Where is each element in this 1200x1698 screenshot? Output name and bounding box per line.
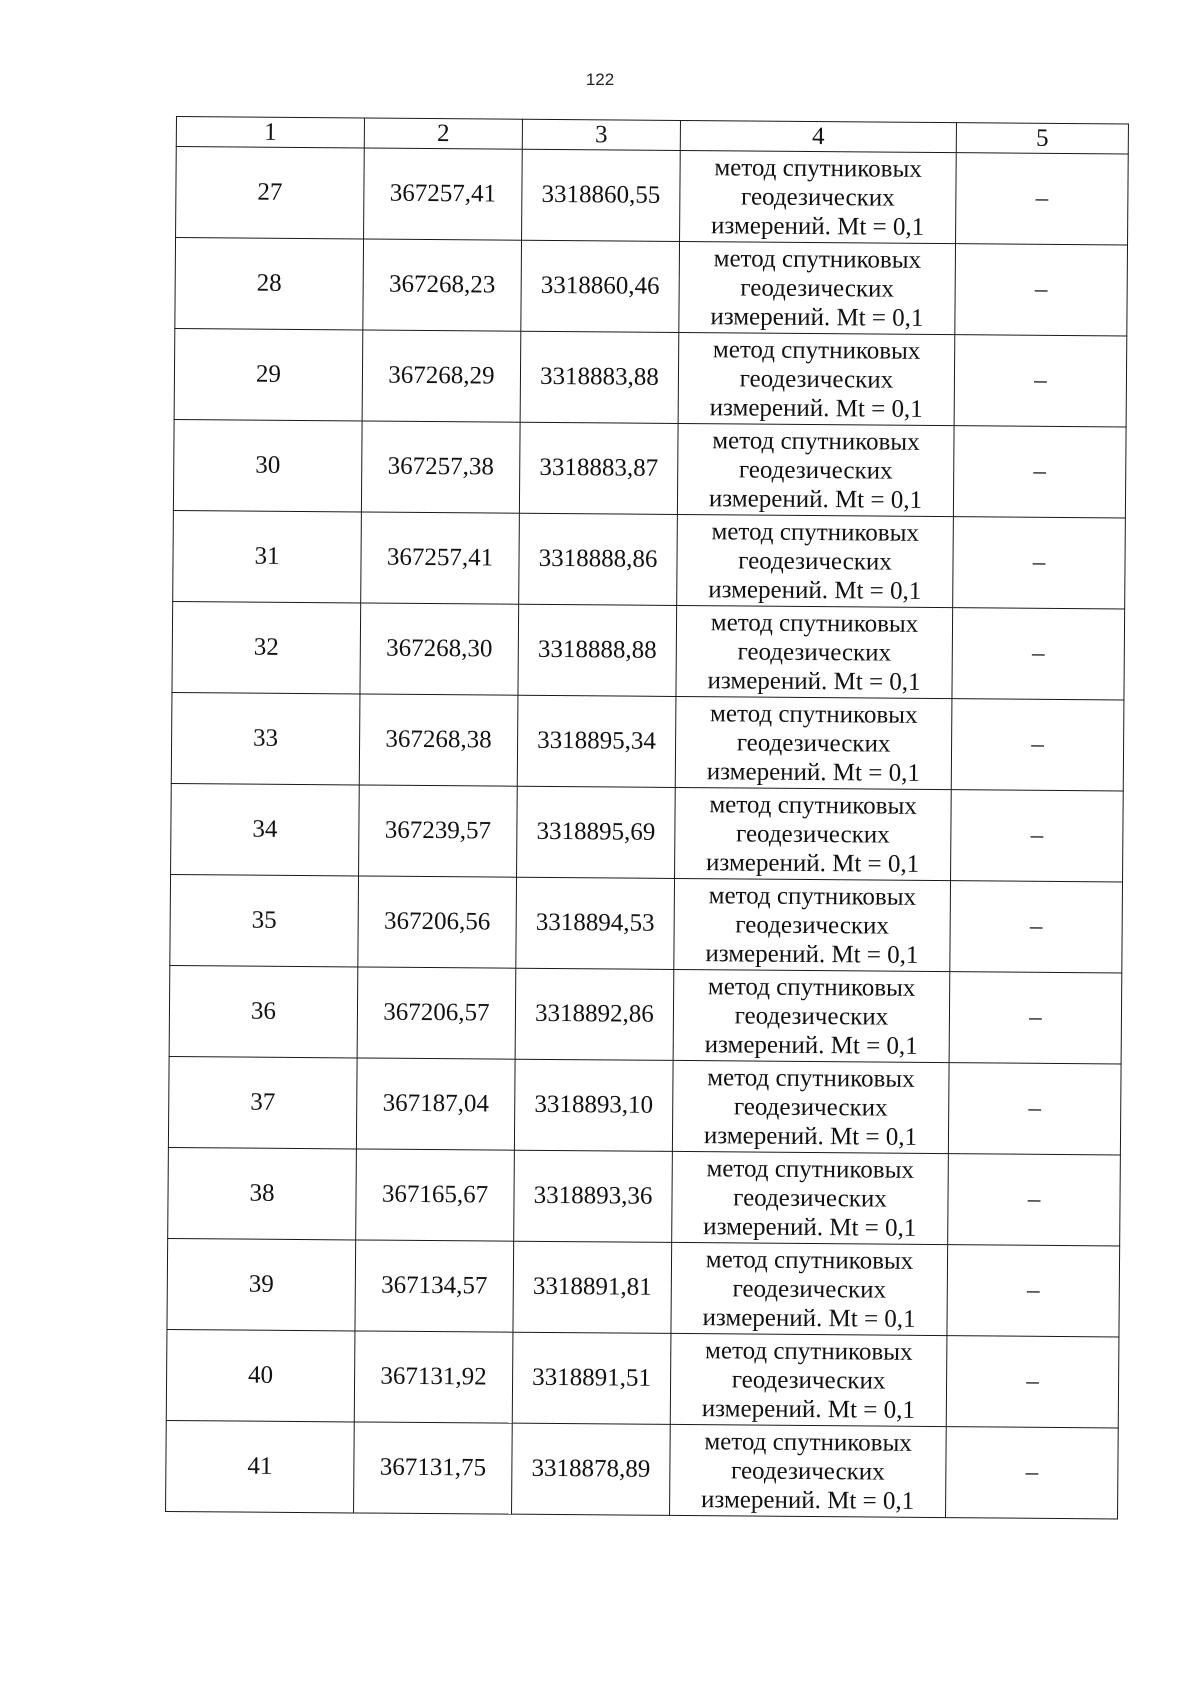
point-number-cell: 35 <box>170 874 359 966</box>
header-col-4: 4 <box>680 120 956 152</box>
note-cell: – <box>951 699 1124 791</box>
coordinate-x-cell: 367268,38 <box>359 694 518 786</box>
method-line: измерений. Mt = 0,1 <box>702 1303 916 1333</box>
method-line: измерений. Mt = 0,1 <box>708 575 922 605</box>
coordinate-y-cell: 3318883,88 <box>520 331 679 423</box>
method-cell <box>679 241 956 334</box>
table-row <box>172 601 1125 699</box>
method-line: метод спутниковых <box>705 1245 914 1275</box>
point-number-cell: 41 <box>166 1420 355 1512</box>
method-line: геодезических <box>737 637 892 667</box>
coordinate-y-cell: 3318895,34 <box>517 695 676 787</box>
coordinate-x-cell: 367268,23 <box>363 239 522 331</box>
method-line: метод спутниковых <box>710 608 919 638</box>
method-line: геодезических <box>739 364 894 394</box>
note-cell: – <box>951 790 1124 882</box>
method-line: измерений. Mt = 0,1 <box>703 1121 918 1151</box>
method-line: геодезических <box>738 546 892 576</box>
coordinate-y-cell: 3318888,88 <box>518 604 677 696</box>
method-line: геодезических <box>734 1001 889 1031</box>
point-number-cell: 36 <box>169 965 358 1057</box>
method-line: метод спутниковых <box>713 244 922 274</box>
method-line: геодезических <box>735 819 890 849</box>
method-line: геодезических <box>738 455 893 485</box>
coordinate-x-cell: 367268,29 <box>362 330 521 422</box>
coordinate-x-cell: 367239,57 <box>359 785 518 877</box>
method-cell <box>673 969 950 1062</box>
method-cell <box>678 332 955 425</box>
coordinate-y-cell: 3318892,86 <box>515 968 674 1060</box>
method-line: метод спутниковых <box>708 881 917 911</box>
method-line: измерений. Mt = 0,1 <box>705 939 919 969</box>
note-cell: – <box>949 972 1122 1064</box>
method-cell <box>675 787 952 880</box>
method-line: измерений. Mt = 0,1 <box>706 848 920 878</box>
table-row <box>173 510 1126 608</box>
method-line: измерений. Mt = 0,1 <box>701 1485 915 1515</box>
method-line: метод спутниковых <box>707 1063 915 1093</box>
method-line: метод спутниковых <box>706 1154 915 1184</box>
method-line: измерений. Mt = 0,1 <box>701 1394 915 1424</box>
method-line: геодезических <box>732 1274 887 1304</box>
method-cell <box>671 1242 948 1335</box>
method-cell <box>680 150 957 243</box>
method-line: измерений. Mt = 0,1 <box>709 393 923 423</box>
table-row <box>168 1056 1121 1154</box>
coordinate-y-cell: 3318883,87 <box>519 422 678 514</box>
coordinates-table <box>165 116 1129 1519</box>
point-number-cell: 32 <box>172 601 361 693</box>
coordinate-x-cell: 367131,75 <box>354 1422 513 1514</box>
note-cell: – <box>946 1427 1119 1519</box>
table-row <box>176 147 1129 245</box>
coordinate-y-cell: 3318893,36 <box>514 1150 673 1242</box>
page-number: 122 <box>585 70 615 89</box>
method-line: измерений. Mt = 0,1 <box>710 302 924 332</box>
point-number-cell: 38 <box>168 1147 357 1239</box>
method-line: метод спутниковых <box>711 517 920 547</box>
header-col-3: 3 <box>522 119 680 150</box>
method-cell <box>675 696 952 789</box>
method-line: измерений. Mt = 0,1 <box>711 211 925 241</box>
method-cell <box>670 1333 947 1426</box>
coordinate-y-cell: 3318860,46 <box>521 240 680 332</box>
point-number-cell: 29 <box>174 328 363 420</box>
table-row <box>171 783 1124 881</box>
point-number-cell: 33 <box>171 692 360 784</box>
coordinate-x-cell: 367257,38 <box>361 421 520 513</box>
table-body <box>166 147 1129 1519</box>
coordinate-x-cell: 367257,41 <box>361 512 520 604</box>
method-cell <box>677 514 954 607</box>
method-line: геодезических <box>733 1183 887 1213</box>
method-line: геодезических <box>736 728 891 758</box>
point-number-cell: 39 <box>167 1238 356 1330</box>
note-cell: – <box>952 608 1125 700</box>
note-cell: – <box>947 1245 1120 1337</box>
table-row <box>173 419 1126 517</box>
point-number-cell: 34 <box>171 783 360 875</box>
header-col-2: 2 <box>364 118 522 149</box>
coordinate-x-cell: 367187,04 <box>356 1058 515 1150</box>
note-cell: – <box>955 244 1128 336</box>
note-cell: – <box>946 1336 1119 1428</box>
coordinate-y-cell: 3318891,51 <box>512 1332 671 1424</box>
coordinate-x-cell: 367165,67 <box>356 1149 515 1241</box>
method-line: геодезических <box>740 273 895 303</box>
table-row <box>166 1329 1119 1427</box>
coordinate-x-cell: 367257,41 <box>364 148 523 240</box>
method-line: метод спутниковых <box>710 699 918 729</box>
coordinate-y-cell: 3318894,53 <box>516 877 675 969</box>
note-cell: – <box>954 335 1127 427</box>
method-line: геодезических <box>735 910 890 940</box>
method-line: метод спутниковых <box>712 426 920 456</box>
table-row <box>174 328 1127 426</box>
method-line: геодезических <box>733 1092 888 1122</box>
method-cell <box>672 1151 949 1244</box>
header-col-5: 5 <box>956 123 1128 154</box>
coordinate-y-cell: 3318895,69 <box>517 786 676 878</box>
point-number-cell: 37 <box>168 1056 357 1148</box>
method-line: геодезических <box>740 182 895 212</box>
coordinate-y-cell: 3318860,55 <box>522 149 681 241</box>
method-line: метод спутниковых <box>712 335 921 365</box>
method-line: измерений. Mt = 0,1 <box>704 1030 918 1060</box>
point-number-cell: 28 <box>175 238 364 330</box>
note-cell: – <box>948 1154 1121 1246</box>
table-row <box>168 1147 1121 1245</box>
coordinate-x-cell: 367268,30 <box>360 603 519 695</box>
table-row <box>167 1238 1120 1336</box>
method-cell <box>672 1060 949 1153</box>
table-row <box>175 238 1128 336</box>
method-line: геодезических <box>731 1365 886 1395</box>
method-cell <box>674 878 951 971</box>
method-line: измерений. Mt = 0,1 <box>707 666 921 696</box>
point-number-cell: 30 <box>173 419 362 511</box>
coordinate-y-cell: 3318878,89 <box>512 1423 671 1515</box>
note-cell: – <box>948 1063 1121 1155</box>
coordinate-y-cell: 3318888,86 <box>519 513 678 605</box>
coordinate-x-cell: 367206,57 <box>357 967 516 1059</box>
note-cell: – <box>953 517 1126 609</box>
method-cell <box>677 423 954 516</box>
note-cell: – <box>953 426 1126 518</box>
method-line: метод спутниковых <box>709 790 917 820</box>
coordinate-y-cell: 3318893,10 <box>514 1059 673 1151</box>
method-line: метод спутниковых <box>714 153 922 183</box>
coordinate-x-cell: 367134,57 <box>355 1240 514 1332</box>
note-cell: – <box>956 153 1129 245</box>
method-line: метод спутниковых <box>704 1427 912 1457</box>
method-line: геодезических <box>730 1456 885 1486</box>
method-line: измерений. Mt = 0,1 <box>708 484 923 514</box>
method-cell <box>676 605 953 698</box>
point-number-cell: 31 <box>173 510 362 602</box>
table-row <box>170 874 1123 972</box>
method-cell <box>670 1424 947 1517</box>
method-line: измерений. Mt = 0,1 <box>706 757 921 787</box>
coordinate-x-cell: 367131,92 <box>354 1331 513 1423</box>
note-cell: – <box>950 881 1123 973</box>
coordinate-x-cell: 367206,56 <box>358 876 517 968</box>
table-row <box>171 692 1124 790</box>
point-number-cell: 40 <box>166 1329 355 1421</box>
table-row <box>169 965 1122 1063</box>
method-line: метод спутниковых <box>707 972 916 1002</box>
header-col-1: 1 <box>176 117 364 148</box>
method-line: метод спутниковых <box>705 1336 913 1366</box>
table-row <box>166 1420 1119 1518</box>
point-number-cell: 27 <box>176 147 365 239</box>
coordinate-y-cell: 3318891,81 <box>513 1241 672 1333</box>
method-line: измерений. Mt = 0,1 <box>703 1212 917 1242</box>
